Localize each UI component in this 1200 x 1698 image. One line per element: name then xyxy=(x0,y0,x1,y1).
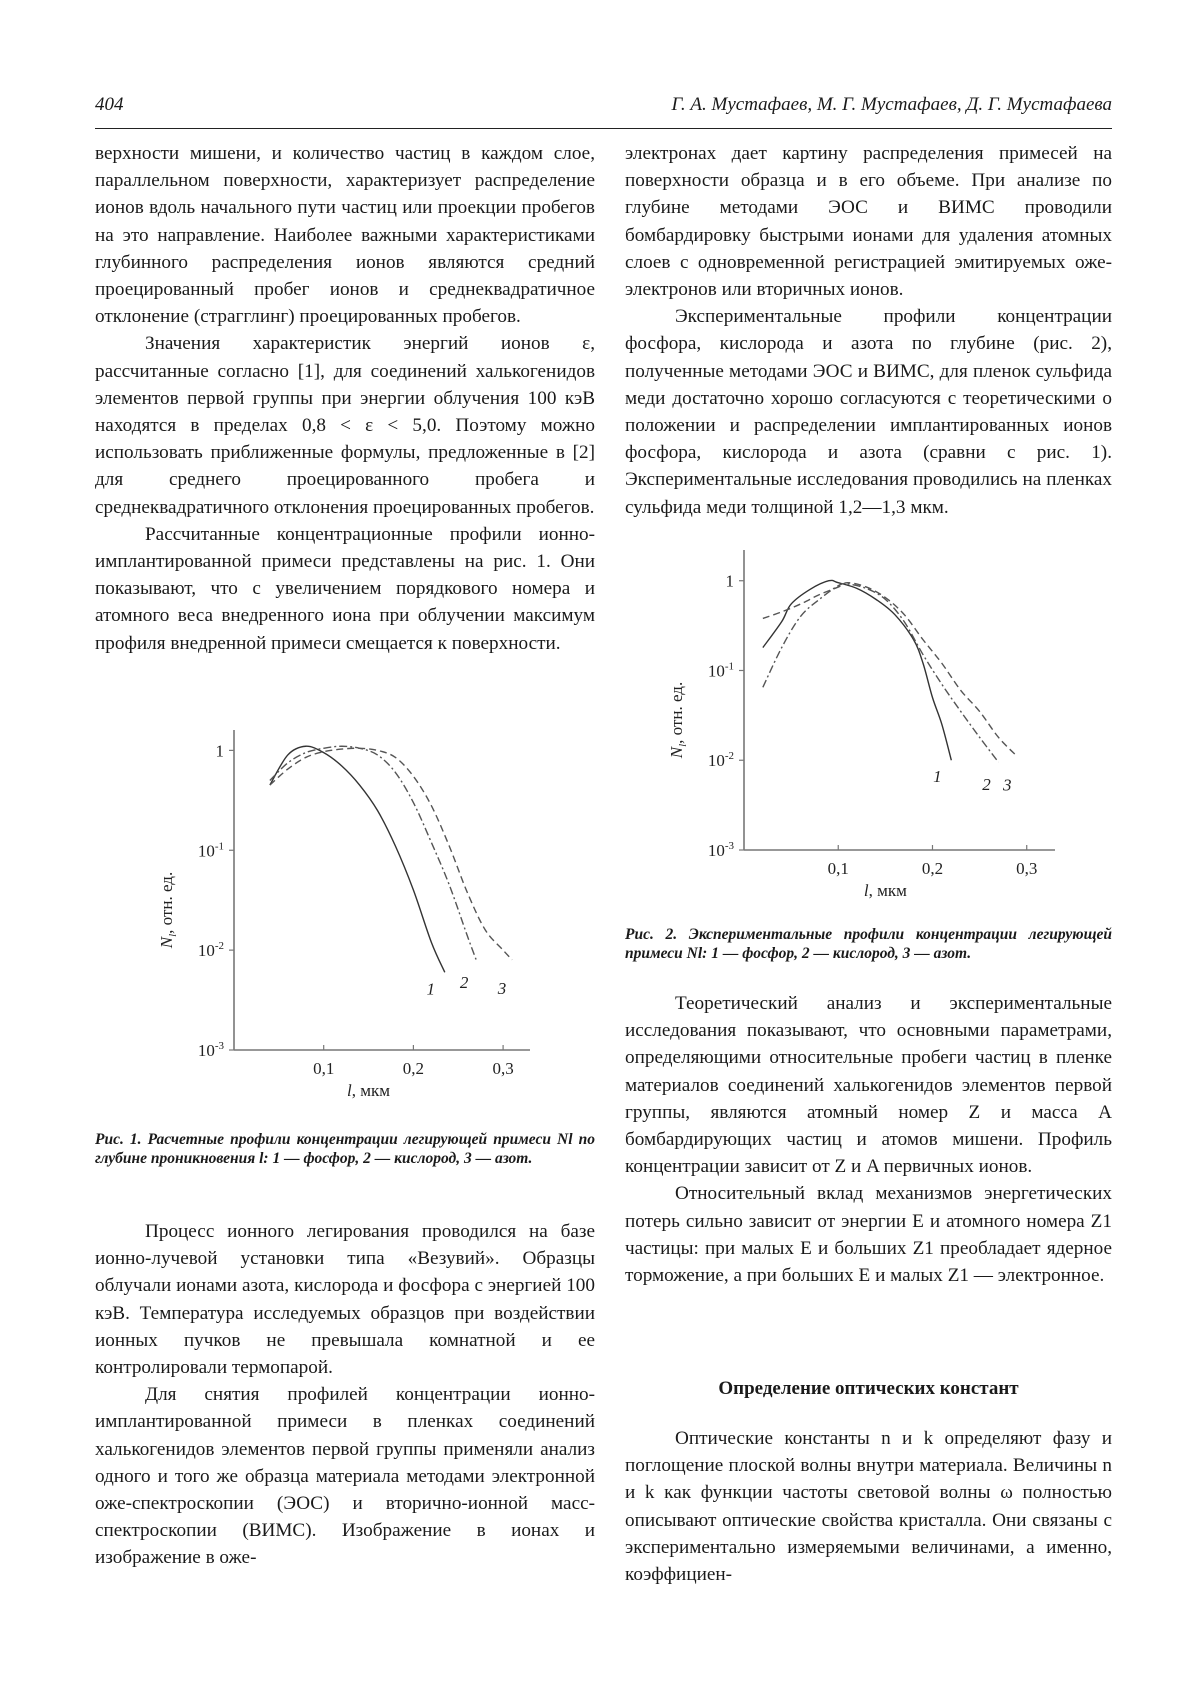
series-label-3: 3 xyxy=(1003,775,1012,795)
y-tick-label: 1 xyxy=(725,571,734,591)
x-tick-label: 0,3 xyxy=(492,1059,514,1078)
paragraph: Для снятия профилей концентрации ионно-имплантированной примеси в пленках соединений халькогенидов элементов первой группы применяли анализ одного и того же образца материала методами электронной оже-спектроскопии (ЭОС) и вторично-ионной масс-спектроскопии (ВИМС). Изображение в ионах и изображение в оже- xyxy=(95,1384,595,1569)
series-label-3: 3 xyxy=(497,978,507,998)
left-column-top xyxy=(95,140,595,657)
paragraph: верхности мишени, и количество частиц в каждом слое, параллельном поверхности, характеризует распределение ионов вдоль начального пути частиц или проекции пробегов на это направление. Наиболее важными характеристиками глубинного распределения ионов являются средний проецированный пробег ионов и среднеквадратичное отклонение (страгглинг) проецированных пробегов. xyxy=(95,143,595,328)
running-authors: Г. А. Мустафаев, М. Г. Мустафаев, Д. Г. Мустафаева xyxy=(671,94,1112,115)
y-tick-label: 1 xyxy=(215,741,224,761)
paragraph: Оптические константы n и k определяют фазу и поглощение плоской волны внутри материала. Величины n и k как функции частоты световой волны ω полностью описывают оптические свойства кристалла. Они связаны с экспериментально измеряемыми величинами, а именно, коэффициен- xyxy=(625,1428,1112,1586)
series-line-2 xyxy=(763,584,999,763)
x-tick-label: 0,2 xyxy=(921,859,944,878)
left-column-bottom xyxy=(95,1218,595,1572)
y-tick-label: $10^{-3}$ xyxy=(707,840,734,860)
page-number: 404 xyxy=(95,94,124,115)
series-line-1 xyxy=(763,580,951,760)
section-heading-block xyxy=(625,1375,1112,1402)
series-line-2 xyxy=(270,746,476,960)
x-tick-label: 0,1 xyxy=(313,1059,335,1078)
y-axis-label: $N_l$, отн. ед. xyxy=(157,871,179,949)
y-tick-label: $10^{-2}$ xyxy=(707,750,734,771)
figure-1-caption: Рис. 1. Расчетные профили концентрации легирующей примеси Nl по глубине проникновения l: 1 — фосфор, 2 — кислород, 3 — азот. xyxy=(95,1131,595,1167)
page-header xyxy=(95,88,1112,129)
figure-2-caption: Рис. 2. Экспериментальные профили концентрации легирующей примеси Nl: 1 — фосфор, 2 — кислород, 3 — азот. xyxy=(625,926,1112,962)
paragraph: Экспериментальные профили концентрации фосфора, кислорода и азота по глубине (рис. 2), полученные методами ЭОС и ВИМС, для пленок сульфида меди достаточно хорошо согласуются с теоретическими о положении и распределении имплантированных ионов фосфора, кислорода и азота (сравни с рис. 1). Экспериментальные исследования проводились на пленках сульфида меди толщиной 1,2—1,3 мкм. xyxy=(625,306,1112,518)
paragraph: Рассчитанные концентрационные профили ионно-имплантированной примеси представлены на рис. 1. Они показывают, что с увеличением порядкового номера и атомного веса внедренного иона при облучении максимум профиля внедренной примеси смещается к поверхности. xyxy=(95,523,595,654)
paragraph: Процесс ионного легирования проводился на базе ионно-лучевой установки типа «Везувий». Образцы облучали ионами азота, кислорода и фосфора с энергией 100 кэВ. Температура исследуемых образцов при воздействии ионных пучков не превышала комнатной и ее контролировали термопарой. xyxy=(95,1221,595,1379)
x-axis-label: l, мкм xyxy=(863,881,907,900)
x-tick-label: 0,2 xyxy=(402,1059,425,1078)
right-column-top xyxy=(625,140,1112,521)
y-tick-label: $10^{-3}$ xyxy=(197,1040,224,1060)
series-label-2: 2 xyxy=(459,972,469,992)
paragraph: Относительный вклад механизмов энергетических потерь сильно зависит от энергии E и атомного номера Z1 частицы: при малых E и больших Z1 преобладает ядерное торможение, а при больших E и малых Z1 — электронное. xyxy=(625,1183,1112,1287)
series-line-3 xyxy=(270,748,512,960)
y-tick-label: $10^{-1}$ xyxy=(707,660,734,681)
series-label-2: 2 xyxy=(982,775,991,795)
right-column-bottom xyxy=(625,990,1112,1289)
right-column-last xyxy=(625,1425,1112,1588)
figure-2-chart xyxy=(660,545,1090,915)
y-axis-label: $N_l$, отн. ед. xyxy=(667,681,689,759)
y-tick-label: $10^{-2}$ xyxy=(197,940,224,961)
x-tick-label: 0,3 xyxy=(1016,859,1038,878)
series-line-3 xyxy=(763,583,1017,757)
x-axis-label: l, мкм xyxy=(347,1081,391,1100)
paragraph: Значения характеристик энергий ионов ε, рассчитанные согласно [1], для соединений халькогенидов элементов первой группы при энергии облучения 100 кэВ находятся в пределах 0,8 < ε < 5,0. Поэтому можно использовать приближенные формулы, предложенные в [2] для среднего проецированного пробега и среднеквадратичного отклонения проецированных пробегов. xyxy=(95,333,595,518)
section-title: Определение оптических констант xyxy=(718,1378,1019,1399)
series-label-1: 1 xyxy=(426,979,436,999)
figure-1-chart xyxy=(140,725,560,1115)
series-label-1: 1 xyxy=(933,767,942,787)
series-line-1 xyxy=(270,746,445,972)
x-tick-label: 0,1 xyxy=(827,859,849,878)
y-tick-label: $10^{-1}$ xyxy=(197,840,224,861)
paragraph: электронах дает картину распределения примесей на поверхности образца и в его объеме. При анализе по глубине методами ЭОС и ВИМС проводили бомбардировку быстрыми ионами для удаления атомных слоев с одновременной регистрацией эмитируемых оже-электронов или вторичных ионов. xyxy=(625,143,1112,301)
paragraph: Теоретический анализ и экспериментальные исследования показывают, что основными параметрами, определяющими относительные пробеги частиц в пленке материалов соединений халькогенидов элементов первой группы, являются атомный номер Z и масса A бомбардирующих частиц и атомов мишени. Профиль концентрации зависит от Z и A первичных ионов. xyxy=(625,993,1112,1178)
